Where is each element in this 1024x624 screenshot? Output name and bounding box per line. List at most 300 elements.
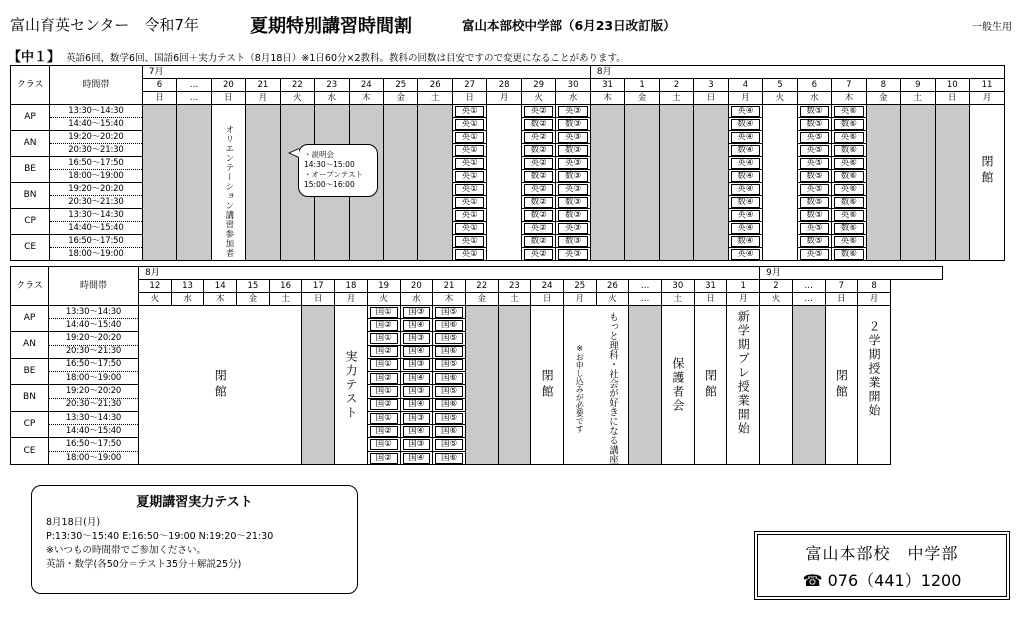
weekday-cell: 火 bbox=[139, 293, 172, 306]
lesson-cell bbox=[556, 170, 590, 183]
lesson-cell bbox=[400, 319, 433, 332]
time-slot: 19:20～20:20 bbox=[50, 183, 143, 196]
empty-day-cell bbox=[487, 105, 521, 261]
lesson-badge: 英③ bbox=[558, 132, 587, 143]
time-slot: 20:30～21:30 bbox=[49, 345, 139, 358]
closed-day-cell bbox=[625, 105, 659, 261]
lesson-badge: 英① bbox=[455, 210, 484, 221]
school-contact-box bbox=[757, 534, 1007, 597]
course-intro bbox=[8, 46, 626, 65]
lesson-cell bbox=[797, 118, 831, 131]
lesson-badge: 英④ bbox=[731, 132, 760, 143]
lesson-cell bbox=[452, 170, 486, 183]
lesson-cell bbox=[400, 438, 433, 452]
lesson-cell bbox=[452, 105, 486, 118]
closed-day-cell bbox=[465, 306, 498, 465]
lesson-badge: 英② bbox=[524, 132, 553, 143]
date-cell: 15 bbox=[237, 280, 270, 293]
weekday-cell: 日 bbox=[452, 92, 486, 105]
lesson-cell bbox=[832, 248, 866, 261]
lesson-cell bbox=[728, 157, 762, 170]
class-label: AN bbox=[11, 332, 49, 359]
date-cell: 11 bbox=[969, 79, 1004, 92]
weekday-cell: 月 bbox=[728, 92, 762, 105]
lesson-badge: 数② bbox=[524, 119, 553, 130]
lesson-badge: 英⑤ bbox=[800, 249, 829, 260]
date-cell: 7 bbox=[832, 79, 866, 92]
closed-day-cell bbox=[498, 306, 531, 465]
test-times: P:13:30～15:40 E:16:50～19:00 N:19:20～21:30 bbox=[46, 531, 274, 542]
lesson-badge: 英③ bbox=[558, 249, 587, 260]
weekday-cell: 土 bbox=[659, 92, 693, 105]
date-cell: 6 bbox=[142, 79, 176, 92]
lesson-badge: 数⑤ bbox=[800, 119, 829, 130]
month-header: 8月 bbox=[590, 66, 1004, 79]
lesson-badge: 数⑤ bbox=[800, 210, 829, 221]
test-note: ※いつもの時間帯でご参加ください。 bbox=[46, 545, 206, 556]
date-cell: 28 bbox=[487, 79, 521, 92]
lesson-badge: 国① bbox=[370, 413, 398, 424]
lesson-badge: 英⑤ bbox=[800, 132, 829, 143]
month-header: 9月 bbox=[760, 267, 943, 280]
lesson-cell bbox=[433, 319, 466, 332]
schedule-table-august-september bbox=[10, 266, 943, 465]
closed-cell-aug11 bbox=[969, 105, 1004, 261]
lesson-cell bbox=[797, 170, 831, 183]
lesson-badge: 英⑥ bbox=[834, 210, 863, 221]
closed-day-cell bbox=[302, 306, 335, 465]
lesson-badge: 国④ bbox=[403, 426, 431, 437]
time-slot: 13:30～14:30 bbox=[50, 105, 143, 118]
lesson-cell bbox=[452, 144, 486, 157]
audience-label: 一般生用 bbox=[972, 22, 1012, 33]
lesson-badge: 国④ bbox=[403, 373, 431, 384]
lesson-cell bbox=[832, 235, 866, 248]
time-slot: 16:50～17:50 bbox=[49, 438, 139, 452]
lesson-badge: 国② bbox=[370, 426, 398, 437]
lesson-cell bbox=[556, 183, 590, 196]
time-slot: 14:40～15:40 bbox=[50, 118, 143, 131]
weekday-cell: 火 bbox=[596, 293, 629, 306]
lesson-cell bbox=[452, 157, 486, 170]
course-note-sub: ※お申し込みが必要です bbox=[575, 343, 585, 433]
callout-line: 14:30～15:00 bbox=[304, 160, 355, 169]
lesson-badge: 国⑥ bbox=[435, 346, 463, 357]
lesson-badge: 英② bbox=[524, 106, 553, 117]
time-slot: 18:00～19:00 bbox=[49, 452, 139, 465]
lesson-badge: 国⑤ bbox=[435, 333, 463, 344]
weekday-cell: 木 bbox=[590, 92, 624, 105]
weekday-cell: 金 bbox=[465, 293, 498, 306]
date-cell: 9 bbox=[901, 79, 935, 92]
lesson-cell bbox=[797, 157, 831, 170]
lesson-cell bbox=[797, 209, 831, 222]
weekday-cell: 木 bbox=[204, 293, 237, 306]
month-header: 7月 bbox=[142, 66, 590, 79]
date-cell: 20 bbox=[400, 280, 433, 293]
lesson-cell bbox=[367, 452, 400, 465]
lesson-badge: 国④ bbox=[403, 320, 431, 331]
closed-label: 閉館 bbox=[213, 369, 228, 401]
date-cell: 7 bbox=[825, 280, 858, 293]
lesson-badge: 国⑥ bbox=[435, 320, 463, 331]
date-cell: 4 bbox=[728, 79, 762, 92]
lesson-badge: 数② bbox=[524, 236, 553, 247]
closed-day-cell bbox=[935, 105, 969, 261]
lesson-badge: 国⑥ bbox=[435, 373, 463, 384]
lesson-cell bbox=[452, 222, 486, 235]
test-detail: 英語・数学(各50分＝テスト35分＋解説25分) bbox=[46, 559, 242, 570]
callout-tail-inner bbox=[290, 149, 299, 157]
lesson-cell bbox=[452, 196, 486, 209]
lesson-cell bbox=[521, 222, 555, 235]
lesson-badge: 数④ bbox=[731, 236, 760, 247]
lesson-cell bbox=[797, 235, 831, 248]
closed-day-cell bbox=[384, 105, 418, 261]
lesson-badge: 国⑤ bbox=[435, 359, 463, 370]
class-label: CP bbox=[11, 209, 50, 235]
closed-cell-aug24 bbox=[531, 306, 564, 465]
time-slot: 13:30～14:30 bbox=[50, 209, 143, 222]
empty-day-cell bbox=[763, 105, 797, 261]
date-cell: 31 bbox=[694, 280, 727, 293]
lesson-cell bbox=[433, 358, 466, 372]
date-cell: 20 bbox=[211, 79, 245, 92]
date-cell: … bbox=[177, 79, 211, 92]
lesson-badge: 英④ bbox=[731, 184, 760, 195]
lesson-badge: 国① bbox=[370, 307, 398, 318]
date-cell: 26 bbox=[418, 79, 452, 92]
lesson-cell bbox=[452, 131, 486, 144]
weekday-cell: 月 bbox=[969, 92, 1004, 105]
weekday-cell: 木 bbox=[832, 92, 866, 105]
closed-day-cell bbox=[246, 105, 280, 261]
date-cell: 22 bbox=[280, 79, 314, 92]
lesson-cell bbox=[433, 332, 466, 346]
lesson-cell bbox=[367, 332, 400, 346]
lesson-cell bbox=[556, 222, 590, 235]
lesson-badge: 英② bbox=[524, 158, 553, 169]
lesson-badge: 英① bbox=[455, 223, 484, 234]
school-phone bbox=[758, 568, 1006, 591]
lesson-cell bbox=[556, 235, 590, 248]
weekday-cell: 土 bbox=[498, 293, 531, 306]
lesson-badge: 国③ bbox=[403, 413, 431, 424]
date-cell: 30 bbox=[662, 280, 695, 293]
lesson-cell bbox=[556, 144, 590, 157]
lesson-badge: 英⑤ bbox=[800, 145, 829, 156]
lesson-badge: 数⑥ bbox=[834, 223, 863, 234]
guardian-label: 保護者会 bbox=[670, 357, 685, 413]
lesson-badge: 英② bbox=[524, 223, 553, 234]
closed-day-cell bbox=[418, 105, 452, 261]
org-name: 富山育英センター 令和7年 bbox=[10, 16, 199, 34]
lesson-cell bbox=[728, 209, 762, 222]
lesson-badge: 英② bbox=[524, 184, 553, 195]
lesson-badge: 英⑤ bbox=[800, 158, 829, 169]
pre-lesson-cell bbox=[727, 306, 760, 465]
weekday-cell: 日 bbox=[935, 92, 969, 105]
date-cell: 22 bbox=[465, 280, 498, 293]
class-label: BN bbox=[11, 385, 49, 412]
test-date: 8月18日(月) bbox=[46, 517, 101, 528]
weekday-cell: 日 bbox=[694, 92, 728, 105]
lesson-cell bbox=[797, 196, 831, 209]
page-subtitle: 富山本部校中学部（6月23日改訂版） bbox=[462, 18, 676, 33]
lesson-cell bbox=[367, 345, 400, 358]
weekday-cell: 木 bbox=[349, 92, 383, 105]
test-info-box bbox=[31, 485, 358, 594]
time-slot: 19:20～20:20 bbox=[49, 385, 139, 399]
date-cell: 1 bbox=[625, 79, 659, 92]
callout-line: ・説明会 bbox=[304, 150, 334, 159]
class-header: クラス bbox=[11, 267, 49, 306]
date-cell: 2 bbox=[760, 280, 793, 293]
lesson-badge: 英④ bbox=[731, 106, 760, 117]
lesson-badge: 数⑤ bbox=[800, 197, 829, 208]
lesson-badge: 英⑤ bbox=[800, 223, 829, 234]
time-slot: 16:50～17:50 bbox=[49, 358, 139, 372]
lesson-cell bbox=[728, 118, 762, 131]
lesson-badge: 英③ bbox=[558, 106, 587, 117]
time-slot: 20:30～21:30 bbox=[49, 398, 139, 411]
lesson-badge: 英④ bbox=[731, 249, 760, 260]
class-label: BN bbox=[11, 183, 50, 209]
lesson-badge: 数③ bbox=[558, 119, 587, 130]
orientation-callout bbox=[298, 144, 378, 197]
date-cell: … bbox=[629, 280, 662, 293]
class-label: AP bbox=[11, 105, 50, 131]
weekday-cell: 月 bbox=[563, 293, 596, 306]
closed-label: 閉館 bbox=[540, 369, 555, 401]
weekday-cell: … bbox=[629, 293, 662, 306]
lesson-badge: 英⑥ bbox=[834, 132, 863, 143]
time-slot: 18:00～19:00 bbox=[50, 248, 143, 261]
lesson-cell bbox=[400, 385, 433, 399]
date-cell: 2 bbox=[659, 79, 693, 92]
lesson-cell bbox=[832, 183, 866, 196]
date-cell: 5 bbox=[763, 79, 797, 92]
month-header: 8月 bbox=[139, 267, 760, 280]
lesson-cell bbox=[400, 411, 433, 425]
lesson-badge: 数③ bbox=[558, 171, 587, 182]
date-cell: 23 bbox=[498, 280, 531, 293]
lesson-cell bbox=[832, 144, 866, 157]
lesson-cell bbox=[521, 196, 555, 209]
lesson-badge: 数⑥ bbox=[834, 145, 863, 156]
weekday-cell: 火 bbox=[760, 293, 793, 306]
lesson-cell bbox=[797, 144, 831, 157]
time-header: 時間帯 bbox=[49, 267, 139, 306]
weekday-cell: 土 bbox=[662, 293, 695, 306]
date-cell: 19 bbox=[367, 280, 400, 293]
lesson-badge: 数④ bbox=[731, 119, 760, 130]
time-slot: 14:40～15:40 bbox=[49, 425, 139, 438]
date-cell: 8 bbox=[858, 280, 891, 293]
test-day-cell bbox=[335, 306, 368, 465]
lesson-cell bbox=[728, 144, 762, 157]
date-cell: 23 bbox=[315, 79, 349, 92]
lesson-badge: 英⑥ bbox=[834, 158, 863, 169]
lesson-badge: 英③ bbox=[558, 223, 587, 234]
lesson-badge: 英⑥ bbox=[834, 184, 863, 195]
lesson-cell bbox=[556, 196, 590, 209]
lesson-badge: 数⑥ bbox=[834, 119, 863, 130]
lesson-badge: 英① bbox=[455, 171, 484, 182]
lesson-cell bbox=[832, 196, 866, 209]
closed-label: 閉館 bbox=[834, 369, 849, 401]
lesson-cell bbox=[400, 332, 433, 346]
lesson-cell bbox=[556, 248, 590, 261]
lesson-badge: 数③ bbox=[558, 236, 587, 247]
lesson-cell bbox=[728, 170, 762, 183]
date-cell: 16 bbox=[269, 280, 302, 293]
time-slot: 13:30～14:30 bbox=[49, 411, 139, 425]
weekday-cell: 土 bbox=[269, 293, 302, 306]
lesson-badge: 国⑤ bbox=[435, 307, 463, 318]
lesson-badge: 数② bbox=[524, 197, 553, 208]
lesson-badge: 数③ bbox=[558, 210, 587, 221]
test-info-title: 夏期講習実力テスト bbox=[136, 495, 253, 510]
lesson-cell bbox=[433, 452, 466, 465]
lesson-cell bbox=[433, 438, 466, 452]
term2-start-cell bbox=[858, 306, 891, 465]
lesson-badge: 国② bbox=[370, 320, 398, 331]
time-header: 時間帯 bbox=[50, 66, 143, 105]
lesson-cell bbox=[728, 196, 762, 209]
date-cell: 30 bbox=[556, 79, 590, 92]
time-slot: 18:00～19:00 bbox=[49, 372, 139, 385]
lesson-badge: 数④ bbox=[731, 145, 760, 156]
lesson-cell bbox=[521, 248, 555, 261]
lesson-badge: 国③ bbox=[403, 307, 431, 318]
weekday-cell: 日 bbox=[531, 293, 564, 306]
date-cell: 25 bbox=[563, 280, 596, 293]
closed-day-cell bbox=[142, 105, 176, 261]
term2-start-label: ２学期授業開始 bbox=[867, 320, 882, 418]
weekday-cell: 木 bbox=[433, 293, 466, 306]
class-label: AP bbox=[11, 306, 49, 332]
lesson-badge: 英④ bbox=[731, 210, 760, 221]
weekday-cell: 月 bbox=[858, 293, 891, 306]
orientation-cell bbox=[211, 105, 245, 261]
phone-icon: ☎ bbox=[802, 571, 823, 590]
lesson-badge: 英② bbox=[524, 249, 553, 260]
lesson-cell bbox=[556, 118, 590, 131]
class-label: BE bbox=[11, 157, 50, 183]
closed-label: 閉館 bbox=[979, 155, 994, 187]
time-slot: 16:50～17:50 bbox=[50, 235, 143, 248]
lesson-badge: 国⑥ bbox=[435, 399, 463, 410]
weekday-cell: 金 bbox=[384, 92, 418, 105]
lesson-badge: 国⑥ bbox=[435, 453, 463, 464]
lesson-badge: 国④ bbox=[403, 453, 431, 464]
date-cell: 29 bbox=[521, 79, 555, 92]
pre-lesson-label: 新学期プレ授業開始 bbox=[736, 310, 751, 436]
lesson-badge: 国④ bbox=[403, 399, 431, 410]
weekday-cell: 土 bbox=[901, 92, 935, 105]
lesson-cell bbox=[400, 452, 433, 465]
date-cell: 21 bbox=[433, 280, 466, 293]
lesson-cell bbox=[521, 144, 555, 157]
lesson-cell bbox=[556, 131, 590, 144]
weekday-cell: 月 bbox=[335, 293, 368, 306]
date-cell: 26 bbox=[596, 280, 629, 293]
lesson-badge: 国① bbox=[370, 439, 398, 450]
date-cell: 14 bbox=[204, 280, 237, 293]
lesson-cell bbox=[832, 222, 866, 235]
lesson-cell bbox=[400, 425, 433, 438]
lesson-cell bbox=[797, 131, 831, 144]
course-note-wrap bbox=[564, 312, 628, 464]
lesson-badge: 英① bbox=[455, 184, 484, 195]
closed-label: 閉館 bbox=[703, 369, 718, 401]
time-slot: 20:30～21:30 bbox=[50, 196, 143, 209]
lesson-badge: 国② bbox=[370, 453, 398, 464]
weekday-cell: 水 bbox=[556, 92, 590, 105]
lesson-cell bbox=[521, 118, 555, 131]
lesson-badge: 国⑤ bbox=[435, 386, 463, 397]
lesson-cell bbox=[367, 398, 400, 411]
course-note-main: もっと理科・社会が好きになる講座 bbox=[606, 312, 618, 464]
empty-day-cell bbox=[760, 306, 793, 465]
date-cell: 25 bbox=[384, 79, 418, 92]
lesson-cell bbox=[452, 248, 486, 261]
lesson-badge: 国② bbox=[370, 346, 398, 357]
lesson-cell bbox=[521, 170, 555, 183]
lesson-badge: 英⑤ bbox=[800, 184, 829, 195]
date-cell: 27 bbox=[452, 79, 486, 92]
weekday-cell: 火 bbox=[521, 92, 555, 105]
callout-line: 15:00～16:00 bbox=[304, 180, 355, 189]
lesson-badge: 国③ bbox=[403, 386, 431, 397]
weekday-cell: 土 bbox=[418, 92, 452, 105]
lesson-cell bbox=[452, 209, 486, 222]
lesson-cell bbox=[452, 235, 486, 248]
class-label: CP bbox=[11, 411, 49, 438]
science-social-course-cell bbox=[563, 306, 628, 465]
lesson-cell bbox=[797, 105, 831, 118]
lesson-cell bbox=[521, 105, 555, 118]
time-slot: 19:20～20:20 bbox=[50, 131, 143, 144]
class-label: BE bbox=[11, 358, 49, 385]
lesson-cell bbox=[367, 385, 400, 399]
closed-day-cell bbox=[694, 105, 728, 261]
lesson-badge: 国① bbox=[370, 359, 398, 370]
lesson-cell bbox=[832, 105, 866, 118]
lesson-badge: 数④ bbox=[731, 171, 760, 182]
lesson-badge: 国⑤ bbox=[435, 439, 463, 450]
lesson-badge: 英① bbox=[455, 236, 484, 247]
lesson-badge: 数② bbox=[524, 171, 553, 182]
lesson-cell bbox=[400, 345, 433, 358]
closed-cell-aug12-16 bbox=[139, 306, 302, 465]
lesson-cell bbox=[832, 209, 866, 222]
weekday-cell: 火 bbox=[280, 92, 314, 105]
weekday-cell: 日 bbox=[694, 293, 727, 306]
date-cell: 21 bbox=[246, 79, 280, 92]
lesson-cell bbox=[433, 345, 466, 358]
weekday-cell: 水 bbox=[315, 92, 349, 105]
time-slot: 16:50～17:50 bbox=[50, 157, 143, 170]
lesson-cell bbox=[556, 105, 590, 118]
guardian-meeting-cell bbox=[662, 306, 695, 465]
lesson-cell bbox=[832, 157, 866, 170]
weekday-cell: 火 bbox=[367, 293, 400, 306]
lesson-cell bbox=[452, 183, 486, 196]
lesson-badge: 国③ bbox=[403, 359, 431, 370]
lesson-badge: 英① bbox=[455, 145, 484, 156]
